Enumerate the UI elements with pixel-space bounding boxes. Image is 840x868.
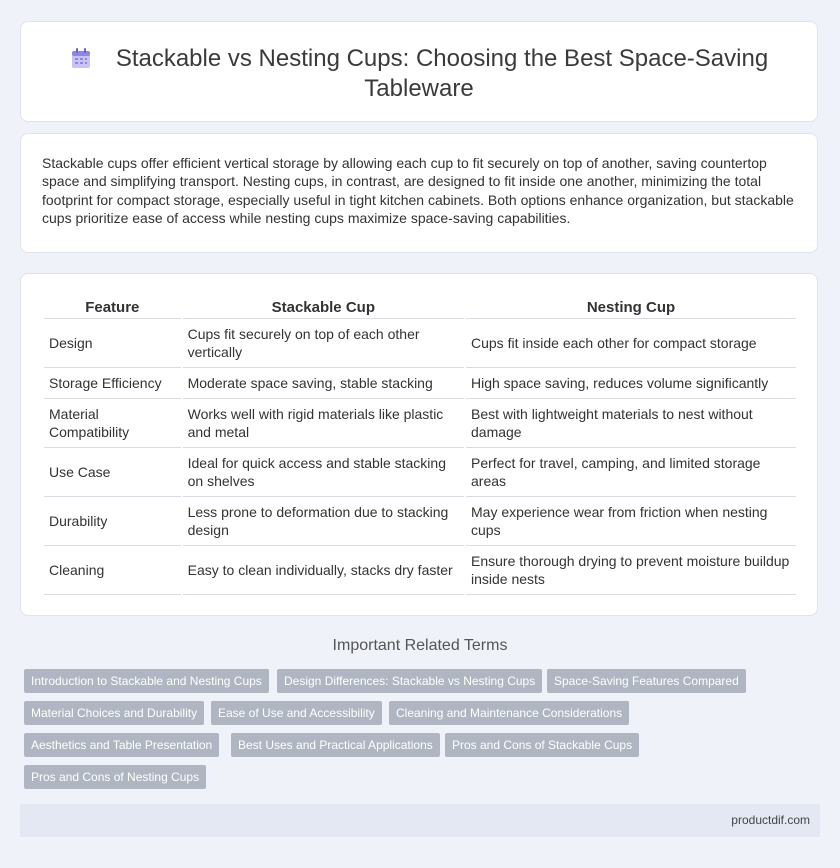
page-title [70, 45, 768, 102]
cell-feature: Cleaning [44, 546, 181, 595]
related-tag[interactable]: Best Uses and Practical Applications [231, 733, 440, 757]
cell-stackable: Ideal for quick access and stable stacking on shelves [183, 448, 464, 497]
header-nesting: Nesting Cup [466, 296, 796, 319]
cell-feature: Use Case [44, 448, 181, 497]
table-row [44, 448, 796, 497]
cell-feature: Storage Efficiency [44, 368, 181, 399]
related-tag[interactable]: Pros and Cons of Stackable Cups [445, 733, 639, 757]
cell-stackable: Cups fit securely on top of each other vertically [183, 319, 464, 368]
intro-card [20, 133, 818, 253]
cell-nesting: Cups fit inside each other for compact storage [466, 319, 796, 368]
table-row [44, 368, 796, 399]
intro-paragraph: Stackable cups offer efficient vertical storage by allowing each cup to fit securely on top of another, saving countertop space and simplifying transport. Nesting cups, in contrast, are designed to fit inside one another, minimizing the total footprint for compact storage, especially useful in tight kitchen cabinets. Both options enhance organization, but stackable cups prioritize ease of access while nesting cups maximize space-saving capabilities. [42, 155, 794, 226]
table-row [44, 546, 796, 595]
cell-nesting: Perfect for travel, camping, and limited storage areas [466, 448, 796, 497]
table-row [44, 399, 796, 448]
cell-nesting: Ensure thorough drying to prevent moisture buildup inside nests [466, 546, 796, 595]
cell-nesting: High space saving, reduces volume significantly [466, 368, 796, 399]
related-tag[interactable]: Aesthetics and Table Presentation [24, 733, 219, 757]
comparison-table [42, 296, 798, 595]
cell-feature: Durability [44, 497, 181, 546]
cell-nesting: Best with lightweight materials to nest without damage [466, 399, 796, 448]
cell-stackable: Less prone to deformation due to stacking design [183, 497, 464, 546]
cell-stackable: Works well with rigid materials like plastic and metal [183, 399, 464, 448]
related-tag[interactable]: Introduction to Stackable and Nesting Cups [24, 669, 269, 693]
comparison-card [20, 273, 818, 616]
related-terms-title: Important Related Terms [332, 637, 508, 654]
related-tag[interactable]: Ease of Use and Accessibility [211, 701, 382, 725]
calendar-icon [70, 47, 92, 69]
header-stackable: Stackable Cup [183, 296, 464, 319]
footer-site-link[interactable]: productdif.com [731, 813, 810, 827]
related-tag[interactable]: Material Choices and Durability [24, 701, 204, 725]
cell-feature: Material Compatibility [44, 399, 181, 448]
related-tag[interactable]: Space-Saving Features Compared [547, 669, 746, 693]
page-title-text: Stackable vs Nesting Cups: Choosing the Best Space-Saving Tableware [115, 45, 769, 102]
title-wrap [21, 44, 817, 104]
header-feature: Feature [44, 296, 181, 319]
related-tag[interactable]: Pros and Cons of Nesting Cups [24, 765, 206, 789]
cell-stackable: Easy to clean individually, stacks dry faster [183, 546, 464, 595]
table-row [44, 319, 796, 368]
table-row [44, 497, 796, 546]
cell-stackable: Moderate space saving, stable stacking [183, 368, 464, 399]
cell-feature: Design [44, 319, 181, 368]
table-header-row [44, 296, 796, 319]
header-card [20, 21, 818, 122]
related-tag[interactable]: Cleaning and Maintenance Considerations [389, 701, 629, 725]
cell-nesting: May experience wear from friction when nesting cups [466, 497, 796, 546]
footer [20, 804, 820, 837]
related-tag[interactable]: Design Differences: Stackable vs Nesting Cups [277, 669, 542, 693]
